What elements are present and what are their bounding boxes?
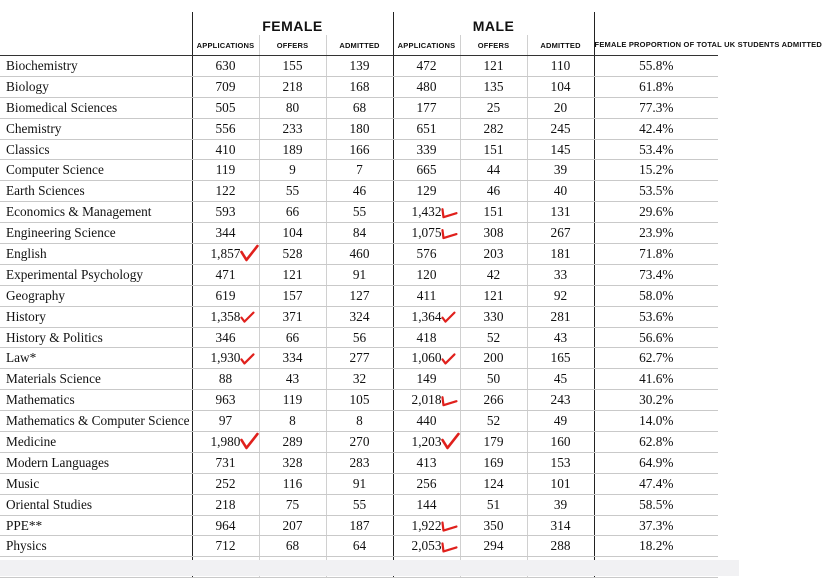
male-offers-cell: 350 <box>460 515 527 536</box>
female-offers-cell: 80 <box>259 97 326 118</box>
male-applications-cell: 472 <box>393 56 460 77</box>
male-offers-cell: 42 <box>460 264 527 285</box>
female-applications-cell: 1,358 <box>192 306 259 327</box>
male-offers-cell: 308 <box>460 223 527 244</box>
female-admitted-cell: 277 <box>326 348 393 369</box>
female-applications-cell: 1,980 <box>192 432 259 453</box>
group-header-row <box>0 12 718 35</box>
subject-cell: Earth Sciences <box>0 181 192 202</box>
male-offers-cell: 121 <box>460 285 527 306</box>
female-proportion-cell: 55.8% <box>594 56 718 77</box>
male-applications-cell: 149 <box>393 369 460 390</box>
male-applications-cell: 1,364 <box>393 306 460 327</box>
female-proportion-cell: 15.2% <box>594 160 718 181</box>
male-offers-cell: 25 <box>460 97 527 118</box>
male-admitted-cell: 110 <box>527 56 594 77</box>
male-admitted-cell: 145 <box>527 139 594 160</box>
male-admitted-cell: 181 <box>527 244 594 265</box>
male-admitted-cell: 131 <box>527 202 594 223</box>
male-applications-cell: 440 <box>393 411 460 432</box>
female-offers-header: OFFERS <box>259 35 326 56</box>
male-admitted-cell: 288 <box>527 536 594 557</box>
male-offers-cell: 135 <box>460 76 527 97</box>
male-admitted-cell: 39 <box>527 494 594 515</box>
female-offers-cell: 371 <box>259 306 326 327</box>
bottom-strip <box>0 560 739 576</box>
admissions-table <box>0 12 822 578</box>
male-offers-cell: 151 <box>460 202 527 223</box>
female-proportion-cell: 64.9% <box>594 452 718 473</box>
male-offers-cell: 52 <box>460 327 527 348</box>
male-applications-cell: 413 <box>393 452 460 473</box>
subject-cell: English <box>0 244 192 265</box>
female-offers-cell: 121 <box>259 264 326 285</box>
female-admitted-cell: 84 <box>326 223 393 244</box>
table-row <box>0 181 718 202</box>
male-applications-cell: 177 <box>393 97 460 118</box>
table-row <box>0 452 718 473</box>
female-applications-cell: 344 <box>192 223 259 244</box>
subject-cell: History & Politics <box>0 327 192 348</box>
male-applications-cell: 480 <box>393 76 460 97</box>
male-admitted-cell: 43 <box>527 327 594 348</box>
female-applications-cell: 630 <box>192 56 259 77</box>
subject-cell: Classics <box>0 139 192 160</box>
table-row <box>0 536 718 557</box>
proportion-group-blank <box>594 12 718 35</box>
female-proportion-cell: 18.2% <box>594 536 718 557</box>
subject-cell: Music <box>0 473 192 494</box>
female-proportion-cell: 58.5% <box>594 494 718 515</box>
female-applications-cell: 619 <box>192 285 259 306</box>
table-row <box>0 348 718 369</box>
table-row <box>0 139 718 160</box>
female-admitted-cell: 32 <box>326 369 393 390</box>
male-admitted-cell: 45 <box>527 369 594 390</box>
male-admitted-cell: 160 <box>527 432 594 453</box>
subject-cell: Oriental Studies <box>0 494 192 515</box>
male-applications-cell: 120 <box>393 264 460 285</box>
female-proportion-cell: 71.8% <box>594 244 718 265</box>
female-applications-cell: 731 <box>192 452 259 473</box>
male-admitted-cell: 165 <box>527 348 594 369</box>
female-offers-cell: 189 <box>259 139 326 160</box>
table-body <box>0 56 718 578</box>
male-admitted-cell: 153 <box>527 452 594 473</box>
female-applications-cell: 218 <box>192 494 259 515</box>
male-admitted-cell: 245 <box>527 118 594 139</box>
male-admitted-cell: 20 <box>527 97 594 118</box>
female-proportion-cell: 77.3% <box>594 97 718 118</box>
female-offers-cell: 119 <box>259 390 326 411</box>
male-offers-cell: 330 <box>460 306 527 327</box>
female-proportion-cell: 53.6% <box>594 306 718 327</box>
subject-cell: Biology <box>0 76 192 97</box>
table-row <box>0 432 718 453</box>
female-admitted-cell: 64 <box>326 536 393 557</box>
female-offers-cell: 66 <box>259 327 326 348</box>
female-proportion-cell: 53.4% <box>594 139 718 160</box>
male-offers-cell: 169 <box>460 452 527 473</box>
subject-cell: Mathematics & Computer Science <box>0 411 192 432</box>
subject-cell: Biochemistry <box>0 56 192 77</box>
table-row <box>0 76 718 97</box>
table-row <box>0 56 718 77</box>
female-offers-cell: 8 <box>259 411 326 432</box>
female-admitted-cell: 139 <box>326 56 393 77</box>
subject-cell: Law* <box>0 348 192 369</box>
female-admitted-cell: 168 <box>326 76 393 97</box>
table-row <box>0 244 718 265</box>
female-proportion-cell: 73.4% <box>594 264 718 285</box>
subject-cell: Economics & Management <box>0 202 192 223</box>
male-admitted-cell: 281 <box>527 306 594 327</box>
table-row <box>0 327 718 348</box>
female-offers-cell: 155 <box>259 56 326 77</box>
male-applications-cell: 129 <box>393 181 460 202</box>
female-offers-cell: 233 <box>259 118 326 139</box>
female-admitted-cell: 187 <box>326 515 393 536</box>
subject-cell: Computer Science <box>0 160 192 181</box>
female-applications-cell: 963 <box>192 390 259 411</box>
subject-cell: Physics <box>0 536 192 557</box>
female-applications-cell: 593 <box>192 202 259 223</box>
female-proportion-cell: 56.6% <box>594 327 718 348</box>
subject-cell: History <box>0 306 192 327</box>
female-offers-cell: 328 <box>259 452 326 473</box>
male-admitted-cell: 314 <box>527 515 594 536</box>
male-admitted-cell: 40 <box>527 181 594 202</box>
subject-cell: Experimental Psychology <box>0 264 192 285</box>
subject-column-header <box>0 35 192 56</box>
female-admitted-cell: 56 <box>326 327 393 348</box>
male-admitted-cell: 243 <box>527 390 594 411</box>
female-admitted-cell: 46 <box>326 181 393 202</box>
table-row <box>0 118 718 139</box>
male-applications-cell: 418 <box>393 327 460 348</box>
male-admitted-cell: 104 <box>527 76 594 97</box>
female-applications-cell: 1,930 <box>192 348 259 369</box>
table-row <box>0 515 718 536</box>
male-applications-cell: 339 <box>393 139 460 160</box>
male-offers-cell: 51 <box>460 494 527 515</box>
table-row <box>0 369 718 390</box>
female-proportion-cell: 61.8% <box>594 76 718 97</box>
male-offers-cell: 294 <box>460 536 527 557</box>
table-row <box>0 390 718 411</box>
female-applications-cell: 712 <box>192 536 259 557</box>
female-applications-cell: 346 <box>192 327 259 348</box>
male-offers-cell: 151 <box>460 139 527 160</box>
female-applications-cell: 252 <box>192 473 259 494</box>
female-offers-cell: 116 <box>259 473 326 494</box>
female-applications-cell: 709 <box>192 76 259 97</box>
female-offers-cell: 55 <box>259 181 326 202</box>
female-admitted-cell: 127 <box>326 285 393 306</box>
table-row <box>0 202 718 223</box>
female-proportion-cell: 47.4% <box>594 473 718 494</box>
female-applications-cell: 97 <box>192 411 259 432</box>
male-offers-cell: 46 <box>460 181 527 202</box>
female-offers-cell: 334 <box>259 348 326 369</box>
table-row <box>0 264 718 285</box>
male-offers-cell: 282 <box>460 118 527 139</box>
female-offers-cell: 218 <box>259 76 326 97</box>
table-row <box>0 285 718 306</box>
male-offers-cell: 203 <box>460 244 527 265</box>
female-proportion-header: FEMALE PROPORTION OF TOTAL UK STUDENTS ADMITTED <box>594 35 718 56</box>
female-proportion-cell: 41.6% <box>594 369 718 390</box>
female-admitted-cell: 8 <box>326 411 393 432</box>
subject-cell: PPE** <box>0 515 192 536</box>
male-applications-cell: 665 <box>393 160 460 181</box>
female-offers-cell: 75 <box>259 494 326 515</box>
table-row <box>0 411 718 432</box>
male-admitted-header: ADMITTED <box>527 35 594 56</box>
female-applications-cell: 556 <box>192 118 259 139</box>
female-applications-cell: 964 <box>192 515 259 536</box>
subject-cell: Engineering Science <box>0 223 192 244</box>
male-offers-cell: 179 <box>460 432 527 453</box>
male-applications-cell: 2,053 <box>393 536 460 557</box>
female-offers-cell: 66 <box>259 202 326 223</box>
male-applications-cell: 1,075 <box>393 223 460 244</box>
female-admitted-cell: 55 <box>326 494 393 515</box>
table-row <box>0 473 718 494</box>
male-offers-cell: 266 <box>460 390 527 411</box>
female-applications-cell: 122 <box>192 181 259 202</box>
female-admitted-header: ADMITTED <box>326 35 393 56</box>
female-proportion-cell: 62.7% <box>594 348 718 369</box>
female-admitted-cell: 270 <box>326 432 393 453</box>
column-header-row <box>0 35 718 56</box>
table-row <box>0 160 718 181</box>
subject-cell: Biomedical Sciences <box>0 97 192 118</box>
female-proportion-cell: 30.2% <box>594 390 718 411</box>
female-admitted-cell: 55 <box>326 202 393 223</box>
female-admitted-cell: 91 <box>326 264 393 285</box>
subject-cell: Geography <box>0 285 192 306</box>
female-proportion-cell: 53.5% <box>594 181 718 202</box>
female-offers-cell: 157 <box>259 285 326 306</box>
male-group-header: MALE <box>393 12 594 35</box>
table-row <box>0 223 718 244</box>
male-applications-cell: 576 <box>393 244 460 265</box>
subject-cell: Chemistry <box>0 118 192 139</box>
female-admitted-cell: 7 <box>326 160 393 181</box>
female-offers-cell: 207 <box>259 515 326 536</box>
male-offers-cell: 121 <box>460 56 527 77</box>
male-offers-cell: 52 <box>460 411 527 432</box>
male-admitted-cell: 267 <box>527 223 594 244</box>
male-offers-cell: 50 <box>460 369 527 390</box>
female-applications-cell: 505 <box>192 97 259 118</box>
female-offers-cell: 68 <box>259 536 326 557</box>
female-admitted-cell: 460 <box>326 244 393 265</box>
male-offers-cell: 44 <box>460 160 527 181</box>
subject-cell: Medicine <box>0 432 192 453</box>
male-applications-cell: 1,432 <box>393 202 460 223</box>
male-offers-header: OFFERS <box>460 35 527 56</box>
male-applications-cell: 2,018 <box>393 390 460 411</box>
female-offers-cell: 104 <box>259 223 326 244</box>
female-admitted-cell: 68 <box>326 97 393 118</box>
male-applications-cell: 411 <box>393 285 460 306</box>
female-applications-cell: 119 <box>192 160 259 181</box>
male-applications-header: APPLICATIONS <box>393 35 460 56</box>
female-admitted-cell: 105 <box>326 390 393 411</box>
male-applications-cell: 256 <box>393 473 460 494</box>
female-admitted-cell: 324 <box>326 306 393 327</box>
female-applications-cell: 471 <box>192 264 259 285</box>
female-applications-cell: 88 <box>192 369 259 390</box>
female-offers-cell: 9 <box>259 160 326 181</box>
male-applications-cell: 1,922 <box>393 515 460 536</box>
male-applications-cell: 144 <box>393 494 460 515</box>
male-admitted-cell: 101 <box>527 473 594 494</box>
table-row <box>0 97 718 118</box>
female-admitted-cell: 91 <box>326 473 393 494</box>
female-proportion-cell: 14.0% <box>594 411 718 432</box>
female-offers-cell: 289 <box>259 432 326 453</box>
female-admitted-cell: 166 <box>326 139 393 160</box>
subject-cell: Mathematics <box>0 390 192 411</box>
male-admitted-cell: 33 <box>527 264 594 285</box>
subject-cell: Modern Languages <box>0 452 192 473</box>
female-group-header: FEMALE <box>192 12 393 35</box>
female-admitted-cell: 283 <box>326 452 393 473</box>
table-row <box>0 306 718 327</box>
female-proportion-cell: 37.3% <box>594 515 718 536</box>
female-applications-cell: 410 <box>192 139 259 160</box>
female-proportion-cell: 29.6% <box>594 202 718 223</box>
male-offers-cell: 124 <box>460 473 527 494</box>
male-admitted-cell: 39 <box>527 160 594 181</box>
male-offers-cell: 200 <box>460 348 527 369</box>
male-admitted-cell: 92 <box>527 285 594 306</box>
blank-corner <box>0 12 192 35</box>
male-applications-cell: 1,060 <box>393 348 460 369</box>
female-offers-cell: 43 <box>259 369 326 390</box>
female-admitted-cell: 180 <box>326 118 393 139</box>
female-proportion-cell: 42.4% <box>594 118 718 139</box>
female-applications-cell: 1,857 <box>192 244 259 265</box>
female-proportion-cell: 58.0% <box>594 285 718 306</box>
female-proportion-cell: 23.9% <box>594 223 718 244</box>
male-applications-cell: 1,203 <box>393 432 460 453</box>
table-row <box>0 494 718 515</box>
female-proportion-cell: 62.8% <box>594 432 718 453</box>
female-applications-header: APPLICATIONS <box>192 35 259 56</box>
female-offers-cell: 528 <box>259 244 326 265</box>
male-applications-cell: 651 <box>393 118 460 139</box>
subject-cell: Materials Science <box>0 369 192 390</box>
male-admitted-cell: 49 <box>527 411 594 432</box>
